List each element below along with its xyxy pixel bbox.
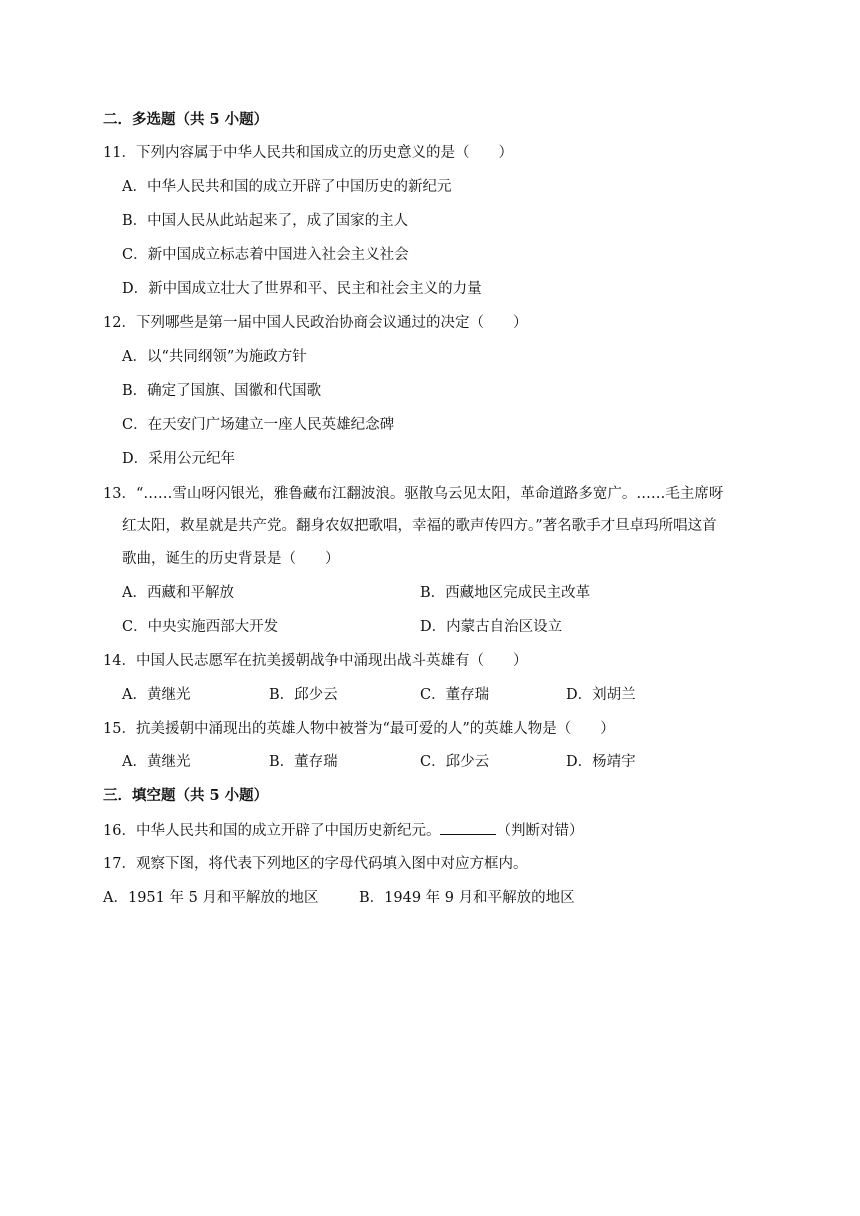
question-14-option-a: A．黄继光 bbox=[122, 687, 191, 703]
question-16-suffix: （判断对错） bbox=[496, 823, 584, 839]
question-12-option-b: B．确定了国旗、国徽和代国歌 bbox=[122, 383, 322, 399]
question-13-option-c: C．中央实施西部大开发 bbox=[122, 619, 279, 635]
question-11-stem: 11．下列内容属于中华人民共和国成立的历史意义的是（ ） bbox=[103, 145, 513, 161]
question-13-option-a: A．西藏和平解放 bbox=[122, 585, 234, 601]
question-13-option-b: B．西藏地区完成民主改革 bbox=[420, 585, 591, 601]
question-11-option-a: A．中华人民共和国的成立开辟了中国历史的新纪元 bbox=[122, 179, 452, 195]
question-12-option-d: D．采用公元纪年 bbox=[122, 451, 236, 467]
question-14-stem: 14．中国人民志愿军在抗美援朝战争中涌现出战斗英雄有（ ） bbox=[103, 653, 528, 669]
question-14-option-b: B．邱少云 bbox=[269, 687, 338, 703]
question-15-option-a: A．黄继光 bbox=[122, 754, 191, 770]
question-12-option-a: A．以“共同纲领”为施政方针 bbox=[122, 349, 307, 365]
question-17-option-b: B．1949 年 9 月和平解放的地区 bbox=[359, 890, 575, 906]
question-13-stem-line-1: 13．“……雪山呀闪银光，雅鲁藏布江翻波浪。驱散乌云见太阳，革命道路多宽广。……毛主席呀 bbox=[103, 486, 724, 502]
section-title-fill-in: 三．填空题（共 5 小题） bbox=[103, 787, 269, 804]
question-16-text: 16．中华人民共和国的成立开辟了中国历史新纪元。 bbox=[103, 823, 441, 839]
question-17-option-a: A．1951 年 5 月和平解放的地区 bbox=[103, 890, 319, 906]
section-title-multiple-choice: 二．多选题（共 5 小题） bbox=[103, 111, 269, 128]
question-17-stem: 17．观察下图，将代表下列地区的字母代码填入图中对应方框内。 bbox=[103, 856, 528, 872]
question-15-option-d: D．杨靖宇 bbox=[566, 754, 636, 770]
question-15-option-c: C．邱少云 bbox=[420, 754, 490, 770]
question-13-stem-line-3: 歌曲，诞生的历史背景是（ ） bbox=[122, 551, 340, 567]
question-13-stem-line-2: 红太阳，救星就是共产党。翻身农奴把歌唱，幸福的歌声传四方。”著名歌手才旦卓玛所唱这首 bbox=[122, 518, 717, 534]
question-11-option-d: D．新中国成立壮大了世界和平、民主和社会主义的力量 bbox=[122, 281, 482, 297]
answer-blank[interactable] bbox=[440, 820, 496, 835]
question-11-option-b: B．中国人民从此站起来了，成了国家的主人 bbox=[122, 213, 409, 229]
question-16 bbox=[103, 820, 583, 841]
question-14-option-d: D．刘胡兰 bbox=[566, 687, 636, 703]
question-14-option-c: C．董存瑞 bbox=[420, 687, 490, 703]
question-15-option-b: B．董存瑞 bbox=[269, 754, 338, 770]
question-11-option-c: C．新中国成立标志着中国进入社会主义社会 bbox=[122, 247, 409, 263]
question-12-stem: 12．下列哪些是第一届中国人民政治协商会议通过的决定（ ） bbox=[103, 315, 528, 331]
question-15-stem: 15．抗美援朝中涌现出的英雄人物中被誉为“最可爱的人”的英雄人物是（ ） bbox=[103, 721, 615, 737]
question-13-option-d: D．内蒙古自治区设立 bbox=[420, 619, 563, 635]
question-12-option-c: C．在天安门广场建立一座人民英雄纪念碑 bbox=[122, 417, 395, 433]
